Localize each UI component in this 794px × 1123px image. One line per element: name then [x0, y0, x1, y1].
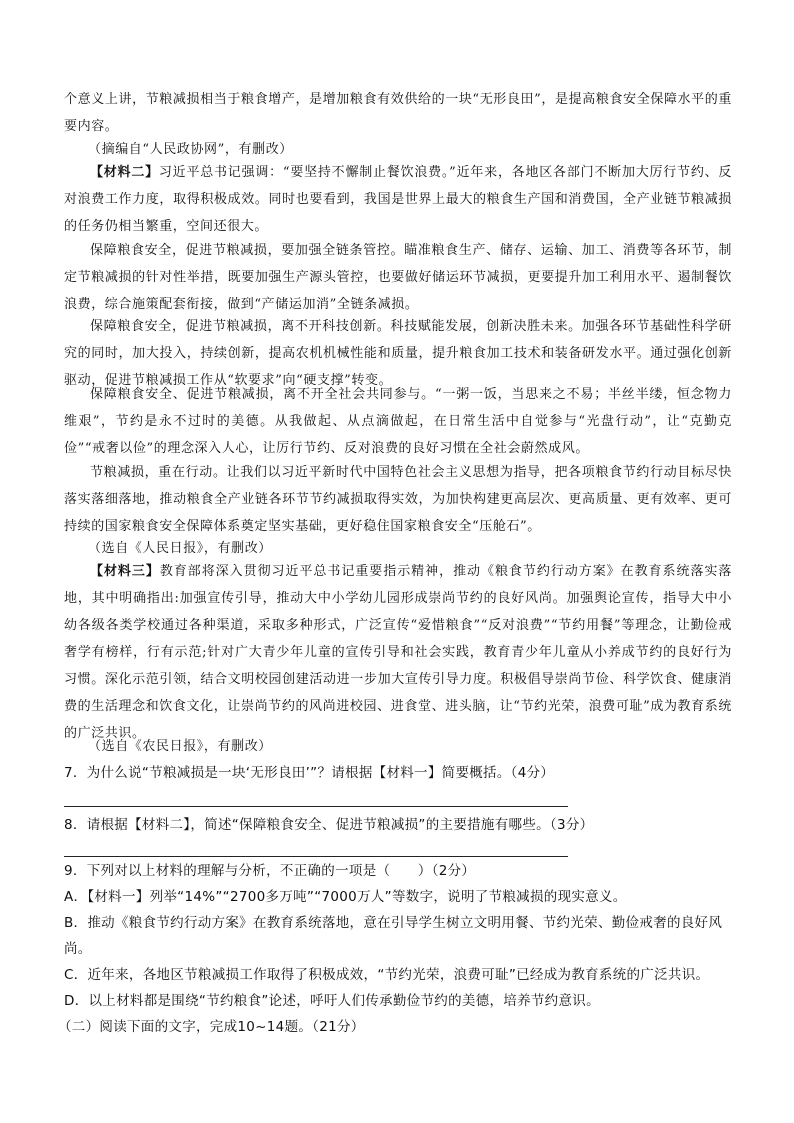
question-8-answer-line[interactable]: [64, 856, 568, 857]
question-9-option-b[interactable]: B．推动《粮食节约行动方案》在教育系统落地，意在引导学生树立文明用餐、节约光荣、勤俭戒奢的良好风尚。: [64, 915, 723, 957]
material2-label: 【材料二】: [90, 165, 159, 180]
question-9-option-a[interactable]: A．【材料一】列举“14%”“2700多万吨”“7000万人”等数字，说明了节粮减损的现实意义。: [64, 889, 627, 905]
question-9: 9．下列对以上材料的理解与分析，不正确的一项是（ ）（2分）: [64, 863, 476, 879]
question-9-option-d[interactable]: D．以上材料都是围绕“节约粮食”论述，呼吁人们传承勤俭节约的美德，培养节约意识。: [64, 993, 600, 1009]
material2-paragraph-4: 保障粮食安全、促进节粮减损，离不开全社会共同参与。“一粥一饭，当思来之不易；半丝半缕，恒念物力维艰”，节约是永不过时的美德。从我做起、从点滴做起，在日常生活中自觉参与“光盘行动”，让“克勤克俭”“戒奢以俭”的理念深入人心，让厉行节约、反对浪费的良好习惯在全社会蔚然成风。: [64, 387, 732, 456]
question-8: 8．请根据【材料二】，简述“保障粮食安全、促进节粮减损”的主要措施有哪些。（3分）: [64, 817, 594, 833]
material2-paragraph-5: 节粮减损，重在行动。让我们以习近平新时代中国特色社会主义思想为指导，把各项粮食节约行动目标尽快落实落细落地，推动粮食全产业链各环节节约减损取得实效，为加快构建更高层次、更高质量、更有效率、更可持续的国家粮食安全保障体系奠定坚实基础，更好稳住国家粮食安全“压舱石”。: [64, 465, 732, 534]
question-9-option-c[interactable]: C．近年来，各地区节粮减损工作取得了积极成效，“节约光荣，浪费可耻”已经成为教育系统的广泛共识。: [64, 967, 710, 983]
material1-source: （摘编自“人民政协网”，有删改）: [88, 142, 293, 157]
section-2-heading: （二）阅读下面的文字，完成10~14题。（21分）: [58, 1019, 365, 1035]
question-7: 7．为什么说“节粮减损是一块‘无形良田’”？请根据【材料一】简要概括。（4分）: [64, 765, 555, 781]
material2-paragraph-1-body: 习近平总书记强调：“要坚持不懈制止餐饮浪费。”近年来，各地区各部门不断加大厉行节约、反对浪费工作力度，取得积极成效。同时也要看到，我国是世界上最大的粮食生产国和消费国，全产业链节粮减损的任务仍相当繁重，空间还很大。: [64, 165, 732, 234]
question-7-answer-line[interactable]: [64, 806, 568, 807]
material2-paragraph-3: 保障粮食安全，促进节粮减损，离不开科技创新。科技赋能发展，创新决胜未来。加强各环节基础性科学研究的同时，加大投入，持续创新，提高农机机械性能和质量，提升粮食加工技术和装备研发水平。通过强化创新驱动，促进节粮减损工作从“软要求”向“硬支撑”转变。: [64, 319, 732, 388]
material2-source: （选自《人民日报》，有删改）: [88, 541, 272, 556]
material3-source: （选自《农民日报》，有删改）: [88, 739, 272, 754]
material1-tail-paragraph: 个意义上讲，节粮减损相当于粮食增产，是增加粮食有效供给的一块“无形良田”，是提高粮食安全保障水平的重要内容。: [64, 92, 732, 134]
material3-label: 【材料三】: [90, 564, 160, 579]
material2-paragraph-2: 保障粮食安全，促进节粮减损，要加强全链条管控。瞄准粮食生产、储存、运输、加工、消费等各环节，制定节粮减损的针对性举措，既要加强生产源头管控，也要做好储运环节减损，更要提升加工利用水平、遏制餐饮浪费，综合施策配套衔接，做到“产储运加消”全链条减损。: [64, 243, 732, 312]
material3-paragraph: [64, 558, 732, 747]
material2-paragraph-1: [64, 159, 732, 240]
material3-body: 教育部将深入贯彻习近平总书记重要指示精神，推动《粮食节约行动方案》在教育系统落实落地，其中明确指出:加强宣传引导，推动大中小学幼儿园形成崇尚节约的良好风尚。加强舆论宣传，指导大中小幼各级各类学校通过各种渠道，采取多种形式，广泛宣传“爱惜粮食”“反对浪费”“节约用餐”等理念，让勤俭戒奢学有榜样，行有示范;针对广大青少年儿童的宣传引导和社会实践，教育青少年儿童从小养成节约的良好行为习惯。深化示范引领，结合文明校园创建活动进一步加大宣传引导力度。积极倡导崇尚节俭、科学饮食、健康消费的生活理念和饮食文化，让崇尚节约的风尚进校园、进食堂、进头脑，让“节约光荣，浪费可耻”成为教育系统的广泛共识。: [64, 564, 732, 741]
